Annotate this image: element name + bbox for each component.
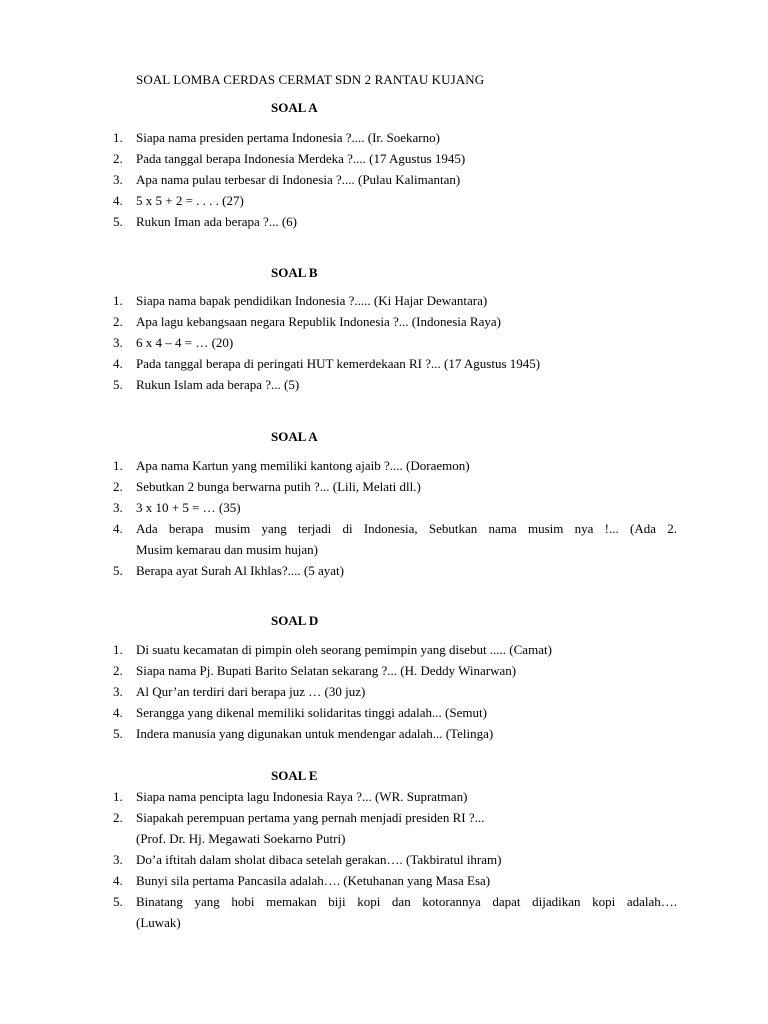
question-number: 2. bbox=[113, 663, 123, 678]
question-number: 1. bbox=[113, 130, 123, 145]
question-text-continuation: (Luwak) bbox=[136, 915, 181, 930]
section-title-soal-a: SOAL A bbox=[271, 100, 318, 115]
question-number: 3. bbox=[113, 500, 123, 515]
question-text: Rukun Islam ada berapa ?... (5) bbox=[136, 377, 300, 392]
section-title-soal-e: SOAL E bbox=[271, 768, 318, 783]
question-text: Siapa nama Pj. Bupati Barito Selatan sekarang ?... (H. Deddy Winarwan) bbox=[136, 663, 517, 678]
question-text: Sebutkan 2 bunga berwarna putih ?... (Lili, Melati dll.) bbox=[136, 479, 421, 494]
question-text: 5 x 5 + 2 = . . . . (27) bbox=[136, 193, 244, 208]
section-title-soal-a-2: SOAL A bbox=[271, 429, 318, 444]
question-number: 4. bbox=[113, 356, 123, 371]
question-number: 5. bbox=[113, 214, 123, 229]
document-title: SOAL LOMBA CERDAS CERMAT SDN 2 RANTAU KUJANG bbox=[136, 72, 485, 87]
question-number: 3. bbox=[113, 172, 123, 187]
question-text: Apa nama pulau terbesar di Indonesia ?.... (Pulau Kalimantan) bbox=[136, 172, 461, 187]
question-text: Indera manusia yang digunakan untuk mendengar adalah... (Telinga) bbox=[136, 726, 494, 741]
question-text: Serangga yang dikenal memiliki solidaritas tinggi adalah... (Semut) bbox=[136, 705, 487, 720]
question-text: Pada tanggal berapa Indonesia Merdeka ?.... (17 Agustus 1945) bbox=[136, 151, 466, 166]
question-text: Berapa ayat Surah Al Ikhlas?.... (5 ayat) bbox=[136, 563, 344, 578]
question-text: Apa nama Kartun yang memiliki kantong ajaib ?.... (Doraemon) bbox=[136, 458, 470, 473]
question-number: 3. bbox=[113, 335, 123, 350]
question-text: Siapa nama bapak pendidikan Indonesia ?..... (Ki Hajar Dewantara) bbox=[136, 293, 488, 308]
question-text: 3 x 10 + 5 = … (35) bbox=[136, 500, 241, 515]
question-text: Siapa nama presiden pertama Indonesia ?.... (Ir. Soekarno) bbox=[136, 130, 440, 145]
question-number: 5. bbox=[113, 894, 123, 909]
question-text: Apa lagu kebangsaan negara Republik Indonesia ?... (Indonesia Raya) bbox=[136, 314, 501, 329]
question-text: Siapakah perempuan pertama yang pernah menjadi presiden RI ?... bbox=[136, 810, 485, 825]
question-text-continuation: Musim kemarau dan musim hujan) bbox=[136, 542, 318, 557]
question-text: Ada berapa musim yang terjadi di Indonesia, Sebutkan nama musim nya !... (Ada 2. bbox=[136, 521, 677, 536]
question-text: Siapa nama pencipta lagu Indonesia Raya ?... (WR. Supratman) bbox=[136, 789, 468, 804]
question-number: 1. bbox=[113, 458, 123, 473]
question-text: Al Qur’an terdiri dari berapa juz … (30 juz) bbox=[136, 684, 366, 699]
question-number: 4. bbox=[113, 193, 123, 208]
section-title-soal-b: SOAL B bbox=[271, 265, 318, 280]
question-number: 1. bbox=[113, 293, 123, 308]
question-text: Rukun Iman ada berapa ?... (6) bbox=[136, 214, 297, 229]
question-text-continuation: (Prof. Dr. Hj. Megawati Soekarno Putri) bbox=[136, 831, 346, 846]
question-number: 3. bbox=[113, 852, 123, 867]
question-number: 3. bbox=[113, 684, 123, 699]
question-number: 4. bbox=[113, 705, 123, 720]
question-number: 2. bbox=[113, 151, 123, 166]
question-text: 6 x 4 – 4 = … (20) bbox=[136, 335, 234, 350]
question-number: 4. bbox=[113, 521, 123, 536]
question-number: 4. bbox=[113, 873, 123, 888]
question-text: Bunyi sila pertama Pancasila adalah…. (Ketuhanan yang Masa Esa) bbox=[136, 873, 491, 888]
question-number: 2. bbox=[113, 314, 123, 329]
question-number: 1. bbox=[113, 789, 123, 804]
section-title-soal-d: SOAL D bbox=[271, 613, 319, 628]
question-text: Di suatu kecamatan di pimpin oleh seorang pemimpin yang disebut ..... (Camat) bbox=[136, 642, 552, 657]
question-number: 5. bbox=[113, 726, 123, 741]
question-text: Pada tanggal berapa di peringati HUT kemerdekaan RI ?... (17 Agustus 1945) bbox=[136, 356, 541, 371]
question-number: 2. bbox=[113, 479, 123, 494]
question-number: 1. bbox=[113, 642, 123, 657]
question-number: 5. bbox=[113, 377, 123, 392]
question-text: Do’a iftitah dalam sholat dibaca setelah gerakan…. (Takbiratul ihram) bbox=[136, 852, 502, 867]
question-number: 5. bbox=[113, 563, 123, 578]
question-number: 2. bbox=[113, 810, 123, 825]
question-text: Binatang yang hobi memakan biji kopi dan kotorannya dapat dijadikan kopi adalah…. bbox=[136, 894, 677, 909]
